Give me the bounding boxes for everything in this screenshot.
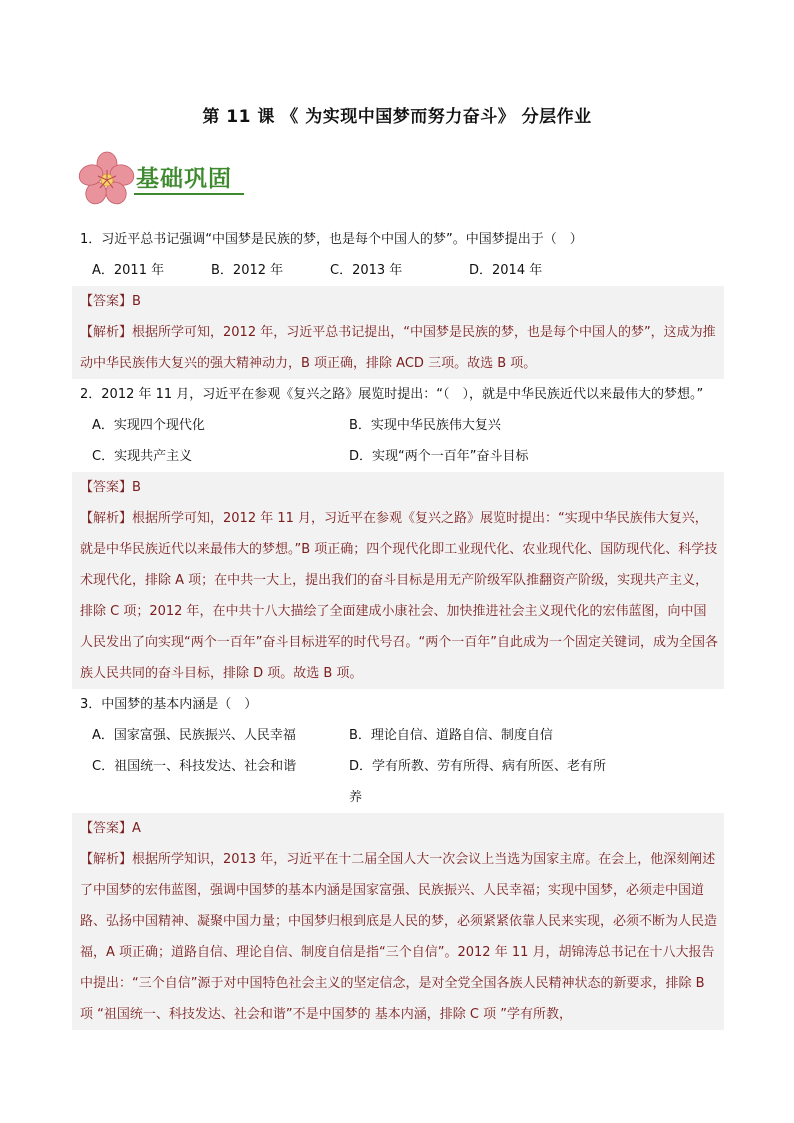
question-3 [72, 689, 724, 1030]
question-stem: 2．2012 年 11 月，习近平在参观《复兴之路》展览时提出：“（ ），就是中华民族近代以来最伟大的梦想。” [80, 387, 704, 402]
option-c: C．2013 年 [330, 263, 403, 278]
option-d: D．学有所教、劳有所得、病有所医、老有所养 [349, 759, 607, 805]
section-header [78, 150, 278, 206]
answer-line: 【答案】B [72, 286, 724, 317]
question-stem: 1．习近平总书记强调“中国梦是民族的梦，也是每个中国人的梦”。中国梦提出于（ ） [80, 232, 583, 247]
option-b: B．实现中华民族伟大复兴 [349, 418, 501, 433]
option-d: D．2014 年 [469, 263, 543, 278]
flower-icon [78, 150, 136, 206]
option-a: A．国家富强、民族振兴、人民幸福 [92, 728, 296, 743]
question-list [72, 224, 724, 1030]
question-1 [72, 224, 724, 379]
option-b: B．理论自信、道路自信、制度自信 [349, 728, 553, 743]
answer-line: 【答案】A [72, 813, 724, 844]
option-b: B．2012 年 [211, 263, 284, 278]
option-c: C．祖国统一、科技发达、社会和谐 [92, 759, 297, 774]
options-row [72, 255, 724, 286]
options-row [72, 720, 724, 751]
question-2 [72, 379, 724, 689]
option-d: D．实现“两个一百年”奋斗目标 [349, 449, 529, 464]
options-row [72, 410, 724, 441]
options-row [72, 751, 724, 813]
analysis-text: 【解析】根据所学知识，2013 年，习近平在十二届全国人大一次会议上当选为国家主席。在会上，他深刻阐述了中国梦的宏伟蓝图，强调中国梦的基本内涵是国家富强、民族振兴、人民幸福；实现中国梦，必须走中国道路、弘扬中国精神、凝聚中国力量；中国梦归根到底是人民的梦，必须紧紧依靠人民来实现，必须不断为人民造福，A 项正确；道路自信、理论自信、制度自信是指“三个自信”。2012 年 11 月，胡锦涛总书记在十八大报告中提出：“三个自信”源于对中国特色社会主义的坚定信念，是对全党全国各族人民精神状态的新要求，排除 B 项 “祖国统一、科技发达、社会和谐”不是中国梦的 基本内涵，排除 C 项 ”学有所教， [72, 844, 724, 1030]
analysis-text: 【解析】根据所学可知，2012 年，习近平总书记提出，“中国梦是民族的梦，也是每个中国人的梦”，这成为推动中华民族伟大复兴的强大精神动力，B 项正确，排除 ACD 三项。故选 B 项。 [72, 317, 724, 379]
page-title: 第 11 课 《 为实现中国梦而努力奋斗》 分层作业 [202, 107, 592, 127]
option-c: C．实现共产主义 [92, 449, 193, 464]
section-title: 基础巩固 [136, 166, 232, 192]
answer-line: 【答案】B [72, 472, 724, 503]
section-underline [134, 193, 244, 195]
option-a: A．2011 年 [92, 263, 165, 278]
options-row [72, 441, 724, 472]
question-stem: 3．中国梦的基本内涵是（ ） [80, 697, 258, 712]
analysis-text: 【解析】根据所学可知，2012 年 11 月，习近平在参观《复兴之路》展览时提出：“实现中华民族伟大复兴，就是中华民族近代以来最伟大的梦想。”B 项正确；四个现代化即工业现代化、农业现代化、国防现代化、科学技术现代化，排除 A 项；在中共一大上，提出我们的奋斗目标是用无产阶级军队推翻资产阶级，实现共产主义，排除 C 项；2012 年，在中共十八大描绘了全面建成小康社会、加快推进社会主义现代化的宏伟蓝图，向中国人民发出了向实现“两个一百年”奋斗目标进军的时代号召。“两个一百年”自此成为一个固定关键词，成为全国各族人民共同的奋斗目标，排除 D 项。故选 B 项。 [72, 503, 724, 689]
option-a: A．实现四个现代化 [92, 418, 205, 433]
